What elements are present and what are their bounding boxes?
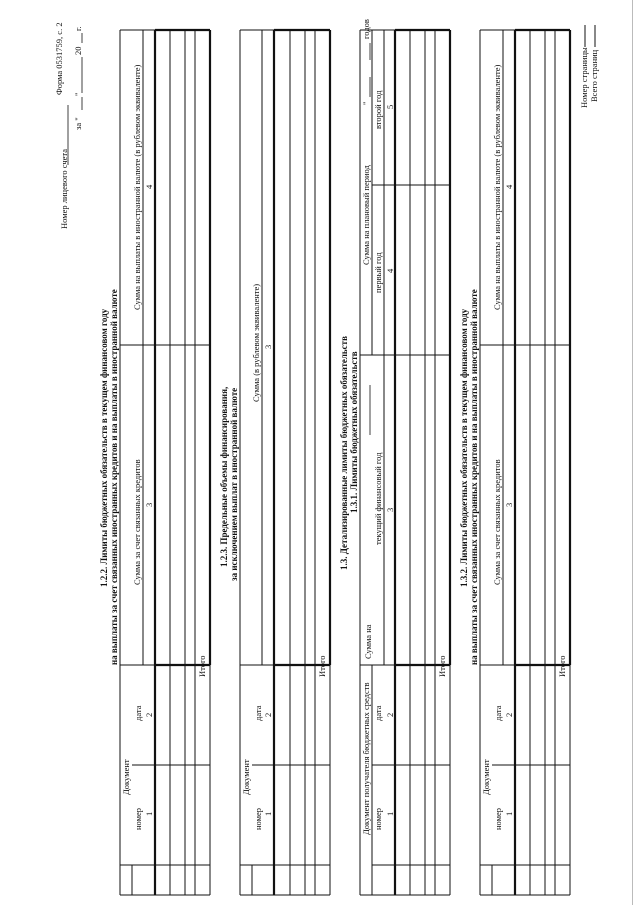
sec-1-2-3-itogo: Итого (317, 655, 327, 677)
sec-1-3-1-nomer: номер (373, 807, 383, 830)
sec-1-2-2-n3: 3 (144, 502, 154, 507)
table-1-2-3-grid (240, 30, 330, 895)
page-number-label: Номер страницы (579, 47, 589, 108)
sec-1-3-1-itogo: Итого (437, 655, 447, 677)
sec-1-3-2-title: 1.3.2. Лимиты бюджетных обязательств в текущем финансовом году (459, 308, 469, 587)
sec-1-3-1-second-year: второй год (373, 90, 383, 129)
period-za: за " (73, 117, 83, 130)
form-label: Форма 0531759, с. 2 (54, 22, 64, 95)
period-quote: " (73, 92, 83, 96)
sec-1-3-1-n4: 4 (385, 268, 395, 273)
sec-1-2-2-title: 1.2.2. Лимиты бюджетных обязательств в текущем финансовом году (99, 308, 109, 587)
sec-1-3-1-n5: 5 (385, 104, 395, 109)
sec-1-2-2-subtitle: на выплаты за счет связанных иностранных кредитов и на выплаты в иностранной валюте (109, 289, 119, 665)
sec-1-2-2-itogo: Итого (197, 655, 207, 677)
sec-1-2-2-n1: 1 (144, 811, 154, 816)
sec-1-3-2-n2: 2 (504, 712, 514, 717)
sec-1-3-1-cur-year: текущий финансовый год (373, 452, 383, 545)
sec-1-2-2-doc-header: Документ (121, 759, 131, 795)
footer-boxes (585, 25, 595, 47)
sec-1-2-2-nomer: номер (133, 807, 143, 830)
total-pages-label: Всего страниц (589, 49, 599, 102)
sec-1-3-2-itogo: Итого (557, 655, 567, 677)
sec-1-2-2-col3: Сумма за счет связанных кредитов (132, 459, 142, 585)
sec-1-2-2-n2: 2 (144, 712, 154, 717)
sec-1-3-2-n3: 3 (504, 502, 514, 507)
sec-1-3-1-n3: 3 (385, 507, 395, 512)
sec-1-3-2-n1: 1 (504, 811, 514, 816)
sec-1-3-title: 1.3. Детализированные лимиты бюджетных обязательств (339, 336, 349, 570)
sec-1-3-2-subtitle: на выплаты за счет связанных иностранных кредитов и на выплаты в иностранной валюте (469, 289, 479, 665)
sec-1-3-1-years: годов (361, 19, 371, 39)
sec-1-3-2-col3: Сумма за счет связанных кредитов (492, 459, 502, 585)
period-year-g: г. (73, 26, 83, 31)
sec-1-2-3-n1: 1 (263, 811, 273, 816)
period-year-20: 20 (73, 46, 83, 55)
sec-1-3-2-n4: 4 (504, 184, 514, 189)
sec-1-3-1-sum-na: Сумма на (363, 624, 373, 659)
sec-1-3-2-doc-header: Документ (481, 759, 491, 795)
sec-1-2-2-col4: Сумма на выплаты в иностранной валюте (в рублевом эквиваленте) (132, 64, 142, 310)
sec-1-3-2-nomer: номер (493, 807, 503, 830)
sec-1-2-3-doc-header: Документ (241, 759, 251, 795)
sec-1-2-2-data: дата (133, 705, 143, 721)
sec-1-2-3-subtitle: за исключением выплат в иностранной валюте (229, 387, 239, 581)
sec-1-3-1-doc-header: Документ получателя бюджетных средств (361, 682, 371, 835)
sec-1-2-3-col3: Сумма (в рублевом эквиваленте) (251, 283, 261, 402)
sec-1-2-3-n3: 3 (263, 344, 273, 349)
sec-1-3-1-data: дата (373, 705, 383, 721)
sec-1-3-1-title: 1.3.1. Лимиты бюджетных обязательств (349, 351, 359, 513)
sec-1-2-3-n2: 2 (263, 712, 273, 717)
account-number-label: Номер лицевого счета (59, 149, 69, 229)
sec-1-2-3-data: дата (253, 705, 263, 721)
sec-1-3-1-plan-period: Сумма на плановый период (361, 165, 371, 265)
sec-1-3-2-data: дата (493, 705, 503, 721)
sec-1-3-1-quote: " (361, 101, 371, 105)
sec-1-3-1-n2: 2 (385, 712, 395, 717)
sec-1-2-3-nomer: номер (253, 807, 263, 830)
sec-1-3-1-n1: 1 (385, 811, 395, 816)
sec-1-2-3-title: 1.2.3. Предельные объемы финансирования, (219, 386, 229, 567)
sec-1-3-1-first-year: первый год (373, 252, 383, 293)
sec-1-3-2-col4: Сумма на выплаты в иностранной валюте (в рублевом эквиваленте) (492, 64, 502, 310)
sec-1-2-2-n4: 4 (144, 184, 154, 189)
